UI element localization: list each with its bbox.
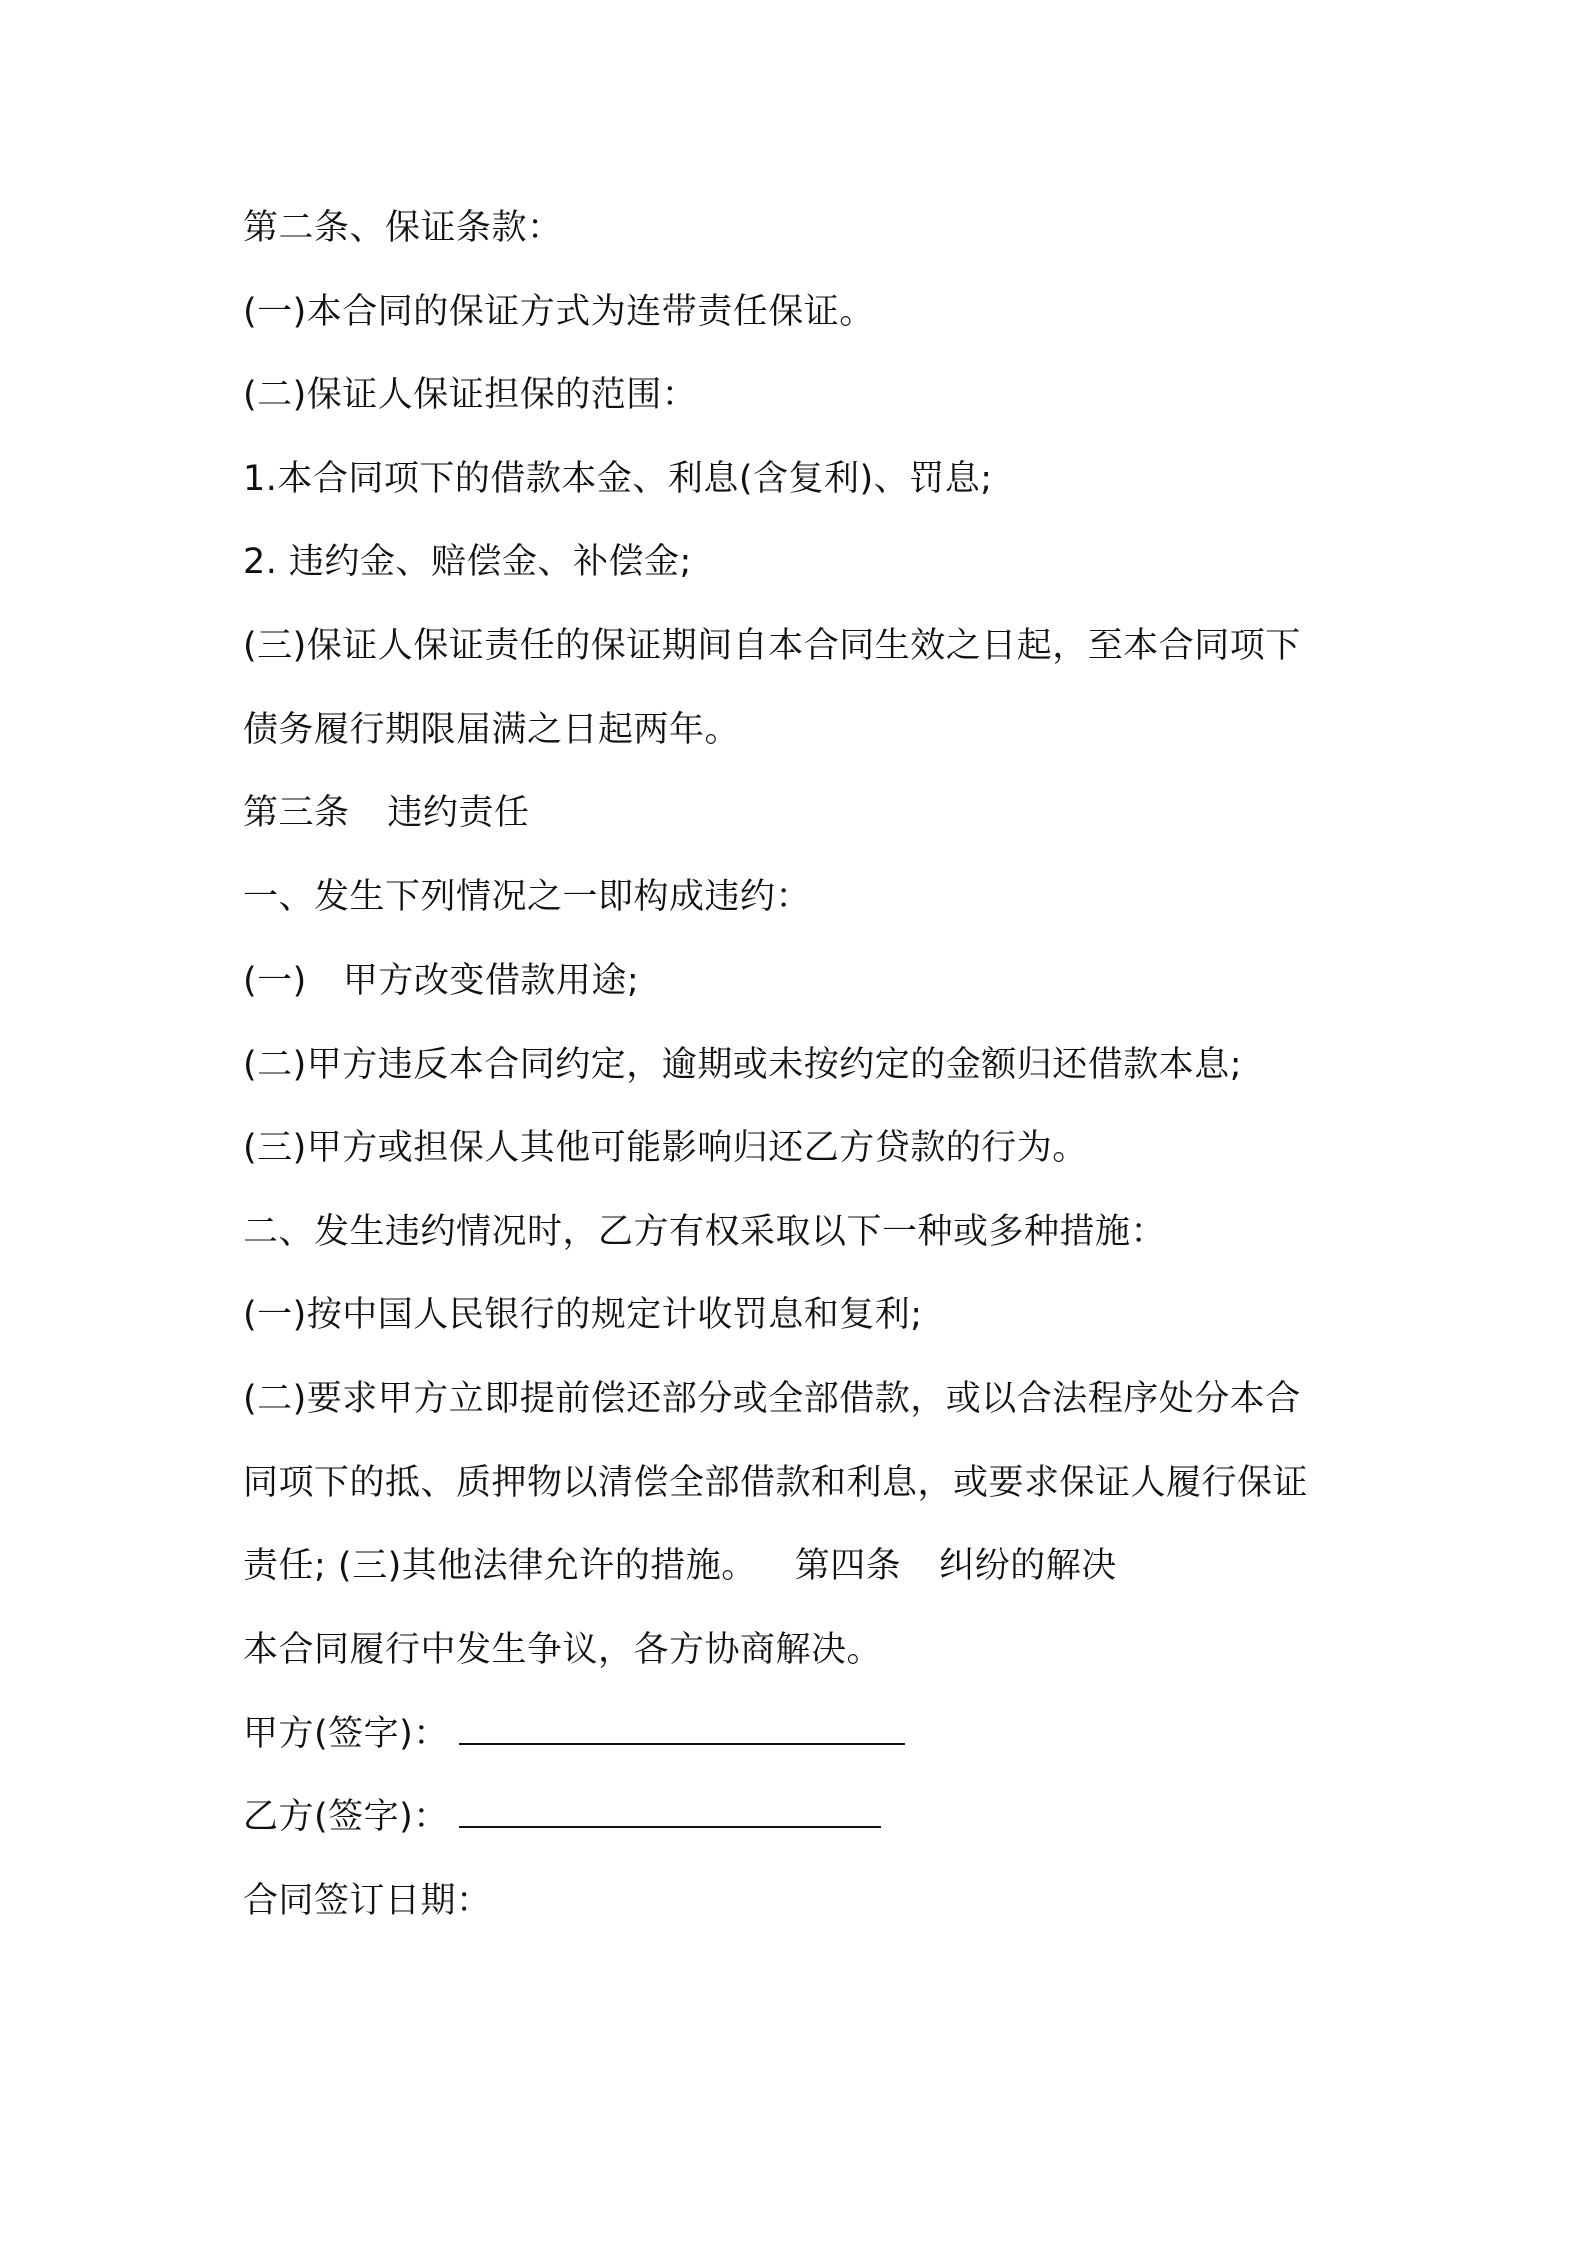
clause-2-1: (一)本合同的保证方式为连带责任保证。 xyxy=(243,292,875,332)
article-3-number: 第三条 xyxy=(243,793,350,833)
breach-item-2: (二)甲方违反本合同约定，逾期或未按约定的金额归还借款本息; xyxy=(243,1045,1243,1085)
measure-item-3-and-article-4 xyxy=(243,1542,1393,1590)
dispute-resolution: 本合同履行中发生争议，各方协商解决。 xyxy=(243,1630,883,1670)
clause-2-3-line-2: 债务履行期限届满之日起两年。 xyxy=(243,710,741,750)
measure-item-2-line-1: (二)要求甲方立即提前偿还部分或全部借款，或以合法程序处分本合 xyxy=(243,1379,1301,1419)
breach-item-1 xyxy=(243,957,1393,1005)
party-b-signature-blank[interactable] xyxy=(459,1800,881,1828)
clause-2-3-line-1: (三)保证人保证责任的保证期间自本合同生效之日起，至本合同项下 xyxy=(243,626,1301,666)
party-a-label: 甲方(签字)： xyxy=(243,1714,449,1754)
clause-2-2-item-2: 2. 违约金、赔偿金、补偿金; xyxy=(243,542,692,582)
party-b-label: 乙方(签字)： xyxy=(243,1797,449,1837)
section-1-heading: 一、发生下列情况之一即构成违约： xyxy=(243,877,812,917)
party-a-signature-blank[interactable] xyxy=(459,1717,905,1745)
signing-date-label: 合同签订日期： xyxy=(243,1881,492,1921)
article-3-title: 违约责任 xyxy=(387,793,530,833)
measure-item-3: 责任; (三)其他法律允许的措施。 xyxy=(243,1546,757,1586)
article-4-title: 纠纷的解决 xyxy=(939,1546,1117,1586)
breach-item-1-text: 甲方改变借款用途; xyxy=(342,961,640,1001)
party-a-signature-line xyxy=(243,1710,1393,1758)
party-b-signature-line xyxy=(243,1793,1393,1841)
measure-item-1: (一)按中国人民银行的规定计收罚息和复利; xyxy=(243,1295,923,1335)
breach-item-3: (三)甲方或担保人其他可能影响归还乙方贷款的行为。 xyxy=(243,1128,1088,1168)
section-2-heading: 二、发生违约情况时，乙方有权采取以下一种或多种措施： xyxy=(243,1212,1167,1252)
article-2-heading: 第二条、保证条款： xyxy=(243,208,563,248)
measure-item-2-line-2: 同项下的抵、质押物以清偿全部借款和利息，或要求保证人履行保证 xyxy=(243,1463,1309,1503)
breach-item-1-label: (一) xyxy=(243,961,307,1001)
clause-2-2-heading: (二)保证人保证担保的范围： xyxy=(243,375,698,415)
clause-2-2-item-1: 1.本合同项下的借款本金、利息(含复利)、罚息; xyxy=(243,459,993,499)
article-3-heading xyxy=(243,789,1393,837)
article-4-number: 第四条 xyxy=(794,1546,902,1586)
